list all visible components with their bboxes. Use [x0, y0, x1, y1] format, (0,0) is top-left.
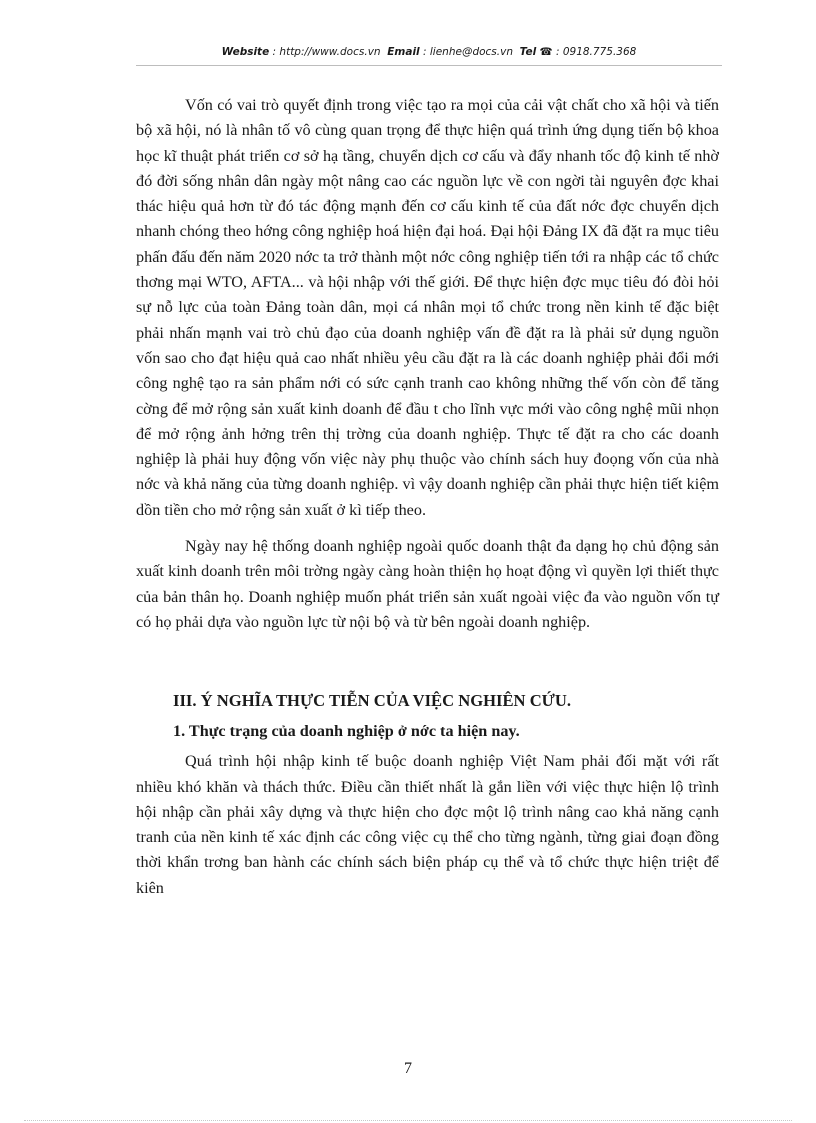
footer-divider [24, 1120, 792, 1121]
website-value: : http://www.docs.vn [272, 46, 381, 58]
header-divider [136, 65, 722, 66]
page-number: 7 [404, 1060, 412, 1077]
body-paragraph-1: Vốn có vai trò quyết định trong việc tạo ra mọi của cải vật chất cho xã hội và tiến bộ xã hội, nó là nhân tố vô cùng quan trọng để thực hiện quá trình ứng dụng tiến bộ khoa học kĩ thuật phát triển cơ sở hạ tầng, chuyển dịch cơ cấu và đẩy nhanh tốc độ kinh tế nhờ đó đời sống nhân dân ngày một nâng cao các nguồn lực về con ngời tài nguyên đợc khai thác hiệu quả hơn từ đó tác động mạnh đến cơ cấu kinh tế của đất nớc đợc chuyển dịch nhanh chóng theo hớng công nghiệp hoá hiện đại hoá. Đại hội Đảng IX đã đặt ra mục tiêu phấn đấu đến năm 2020 nớc ta trở thành một nớc công nghiệp tiến tới ra nhập các tổ chức thơng mại WTO, AFTA... và hội nhập với thế giới. Để thực hiện đợc mục tiêu đó đòi hỏi sự nỗ lực của toàn Đảng toàn dân, mọi cá nhân mọi tổ chức trong nền kinh tế đặc biệt phải nhấn mạnh vai trò chủ đạo của doanh nghiệp vấn đề đặt ra là phải sử dụng nguồn vốn sao cho đạt hiệu quả cao nhất nhiều yêu cầu đặt ra là các doanh nghiệp phải đổi mới công nghệ tạo ra sản phẩm nới có sức cạnh tranh cao không những thế vốn còn để tăng cờng để mở rộng sản xuất kinh doanh để đầu t cho lĩnh vực mới vào công nghệ mũi nhọn để mở rộng ảnh hởng trên thị trờng của doanh nghiệp. Thực tế đặt ra cho các doanh nghiệp là phải huy động vốn việc này phụ thuộc vào chính sách huy đoọng vốn của nhà nớc và khả năng của từng doanh nghiệp. vì vậy doanh nghiệp cần phải thực hiện tiết kiệm dồn tiền cho mở rộng sản xuất ở kì tiếp theo. [136, 96, 719, 519]
section-heading: III. Ý NGHĨA THỰC TIỄN CỦA VIỆC NGHIÊN CỨU. [173, 691, 572, 711]
page-header [136, 46, 722, 58]
document-body [136, 93, 719, 901]
body-paragraph-3: Quá trình hội nhập kinh tế buộc doanh nghiệp Việt Nam phải đối mặt với rất nhiều khó khăn và thách thức. Điều cần thiết nhất là gắn liền với việc thực hiện lộ trình hội nhập cần phải xây dựng và thực hiện cho đợc một lộ trình nâng cao khả năng cạnh tranh của nền kinh tế xác định các công việc cụ thể cho từng ngành, từng giai đoạn đồng thời khẩn trơng ban hành các chính sách biện pháp cụ thể và tổ chức thực hiện triệt để kiên [136, 752, 719, 897]
tel-value: ☎ : 0918.775.368 [539, 46, 637, 58]
website-label: Website [221, 46, 270, 58]
tel-label: Tel [519, 46, 537, 58]
subsection-heading: 1. Thực trạng của doanh nghiệp ở nớc ta hiện nay. [173, 722, 520, 741]
email-label: Email [387, 46, 420, 58]
email-value: : lienhe@docs.vn [423, 46, 513, 58]
body-paragraph-2: Ngày nay hệ thống doanh nghiệp ngoài quốc doanh thật đa dạng họ chủ động sản xuất kinh doanh trên môi trờng ngày càng hoàn thiện họ hoạt động vì quyền lợi thiết thực của bản thân họ. Doanh nghiệp muốn phát triển sản xuất ngoài việc đa vào nguồn vốn tự có họ phải dựa vào nguồn lực từ nội bộ và từ bên ngoài doanh nghiệp. [136, 537, 719, 631]
